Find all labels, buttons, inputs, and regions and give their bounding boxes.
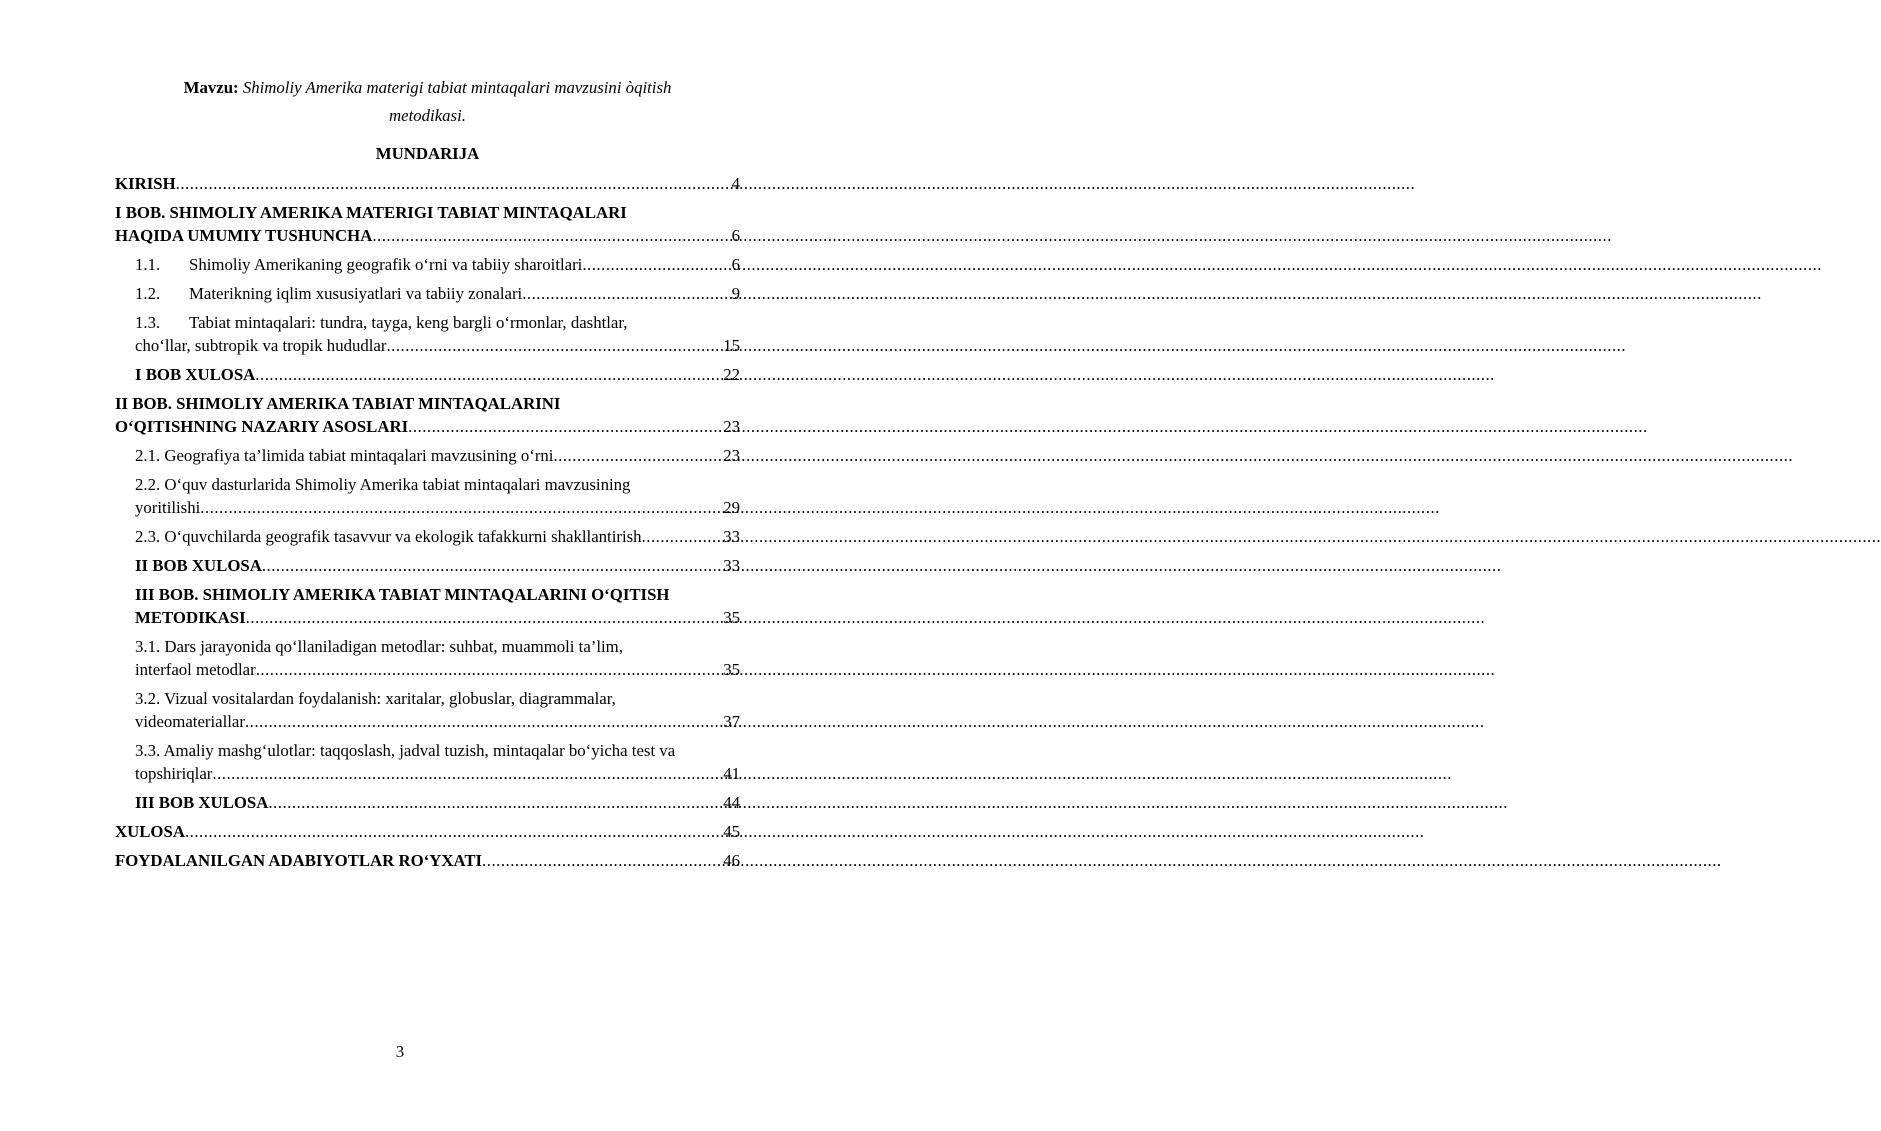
toc-entry-title-line1: II BOB. SHIMOLIY AMERIKA TABIAT MINTAQALARINI — [115, 394, 561, 413]
toc-entry-1-2[interactable] — [115, 282, 740, 305]
toc-entry-page: 33 — [723, 527, 740, 546]
dot-leader — [176, 172, 732, 195]
toc-entry-title-line1: I BOB. SHIMOLIY AMERIKA MATERIGI TABIAT MINTAQALARI — [115, 203, 627, 222]
dot-leader — [553, 444, 723, 467]
toc-entry-chapter-3-summary[interactable] — [115, 791, 740, 814]
topic-block — [115, 74, 740, 130]
dot-leader — [185, 820, 723, 843]
toc-entry-page: 6 — [731, 226, 740, 245]
dot-leader — [246, 606, 724, 629]
toc-entry-page: 33 — [723, 556, 740, 575]
toc-entry-page: 29 — [723, 498, 740, 517]
toc-entry-3-3[interactable] — [115, 739, 740, 785]
dot-leader — [408, 415, 723, 438]
toc-entry-title-line2: O‘QITISHNING NAZARIY ASOSLARI — [115, 417, 409, 436]
toc-entry-title: I BOB XULOSA — [135, 365, 256, 384]
toc-entry-page: 22 — [723, 365, 740, 384]
dot-leader — [582, 253, 731, 276]
toc-entry-title-line2: cho‘llar, subtropik va tropik hududlar — [135, 336, 387, 355]
toc-entry-page: 9 — [731, 284, 740, 303]
page-number: 3 — [395, 1042, 405, 1061]
toc-entry-title: II BOB XULOSA — [135, 556, 262, 575]
toc-heading: MUNDARIJA — [375, 144, 480, 163]
toc-entry-title-line1: 3.1. Dars jarayonida qo‘llaniladigan metodlar: suhbat, muammoli ta’lim, — [135, 637, 623, 656]
toc-entry-number: 1.1. — [135, 255, 161, 274]
dot-leader — [245, 710, 723, 733]
toc-entry-page: 45 — [723, 822, 740, 841]
toc-entry-number: 1.2. — [135, 284, 161, 303]
topic-text-line2: metodikasi. — [389, 106, 466, 125]
dot-leader — [200, 496, 723, 519]
topic-text: Shimoliy Amerika materigi tabiat mintaqalari mavzusini òqitish — [242, 78, 672, 97]
toc-entry-title: 2.1. Geografiya ta’limida tabiat mintaqalari mavzusining o‘rni — [135, 446, 554, 465]
toc-entry-title: Materikning iqlim xususiyatlari va tabiiy zonalari — [189, 284, 523, 303]
toc-entry-title-line1: 2.2. O‘quv dasturlarida Shimoliy Amerika tabiat mintaqalari mavzusining — [135, 475, 631, 494]
toc-entry-title: FOYDALANILGAN ADABIYOTLAR RO‘YXATI — [115, 851, 483, 870]
toc-entry-title-line2: topshiriqlar — [135, 764, 213, 783]
dot-leader — [482, 849, 723, 872]
toc-entry-page: 15 — [723, 336, 740, 355]
dot-leader — [256, 658, 724, 681]
toc-entry-title-line1: Tabiat mintaqalari: tundra, tayga, keng bargli o‘rmonlar, dashtlar, — [189, 313, 628, 332]
toc-entry-chapter-1[interactable] — [115, 201, 740, 247]
dot-leader — [268, 791, 723, 814]
toc-entry-page: 23 — [723, 446, 740, 465]
toc-entry-title-line2: yoritilishi — [135, 498, 201, 517]
toc-entry-title-line1: 3.3. Amaliy mashg‘ulotlar: taqqoslash, jadval tuzish, mintaqalar bo‘yicha test va — [135, 741, 676, 760]
document-page — [0, 0, 800, 1131]
toc-entry-chapter-2[interactable] — [115, 392, 740, 438]
toc-entry-chapter-1-summary[interactable] — [115, 363, 740, 386]
toc-entry-references[interactable] — [115, 849, 740, 872]
toc-entry-title-line1: III BOB. SHIMOLIY AMERIKA TABIAT MINTAQALARINI O‘QITISH — [135, 585, 670, 604]
toc-entry-2-3[interactable] — [115, 525, 740, 548]
topic-label: Mavzu: — [183, 78, 239, 97]
toc-entry-title-line1: 3.2. Vizual vositalardan foydalanish: xaritalar, globuslar, diagrammalar, — [135, 689, 616, 708]
toc-entry-title-line2: HAQIDA UMUMIY TUSHUNCHA — [115, 226, 373, 245]
toc-entry-page: 6 — [731, 255, 740, 274]
toc-entry-kirish[interactable] — [115, 172, 740, 195]
toc-entry-title-line2: METODIKASI — [135, 608, 246, 627]
toc-entry-1-3[interactable] — [115, 311, 740, 357]
toc-entry-page: 23 — [723, 417, 740, 436]
toc-entry-2-1[interactable] — [115, 444, 740, 467]
toc-entry-page: 4 — [731, 174, 740, 193]
toc-entry-title: Shimoliy Amerikaning geografik o‘rni va tabiiy sharoitlari — [189, 255, 583, 274]
toc-entry-chapter-3[interactable] — [115, 583, 740, 629]
toc-entry-page: 35 — [723, 608, 740, 627]
toc-entry-page: 44 — [723, 793, 740, 812]
dot-leader — [522, 282, 731, 305]
toc-entry-page: 46 — [723, 851, 740, 870]
dot-leader — [255, 363, 723, 386]
toc-entry-3-2[interactable] — [115, 687, 740, 733]
toc-entry-title: III BOB XULOSA — [135, 793, 269, 812]
dot-leader — [372, 224, 731, 247]
toc-entry-conclusion[interactable] — [115, 820, 740, 843]
toc-entry-2-2[interactable] — [115, 473, 740, 519]
dot-leader — [642, 525, 724, 548]
table-of-contents — [115, 172, 740, 878]
toc-entry-title-line2: interfaol metodlar — [135, 660, 256, 679]
dot-leader — [386, 334, 723, 357]
toc-entry-page: 37 — [723, 712, 740, 731]
toc-entry-number: 1.3. — [135, 313, 161, 332]
toc-entry-chapter-2-summary[interactable] — [115, 554, 740, 577]
toc-entry-title: 2.3. O‘quvchilarda geografik tasavvur va ekologik tafakkurni shakllantirish — [135, 527, 642, 546]
toc-entry-page: 35 — [723, 660, 740, 679]
toc-entry-page: 41 — [723, 764, 740, 783]
toc-entry-title-line2: videomateriallar — [135, 712, 245, 731]
toc-entry-title: XULOSA — [115, 822, 185, 841]
dot-leader — [212, 762, 723, 785]
dot-leader — [262, 554, 723, 577]
toc-entry-3-1[interactable] — [115, 635, 740, 681]
toc-entry-1-1[interactable] — [115, 253, 740, 276]
toc-entry-title: KIRISH — [115, 174, 176, 193]
